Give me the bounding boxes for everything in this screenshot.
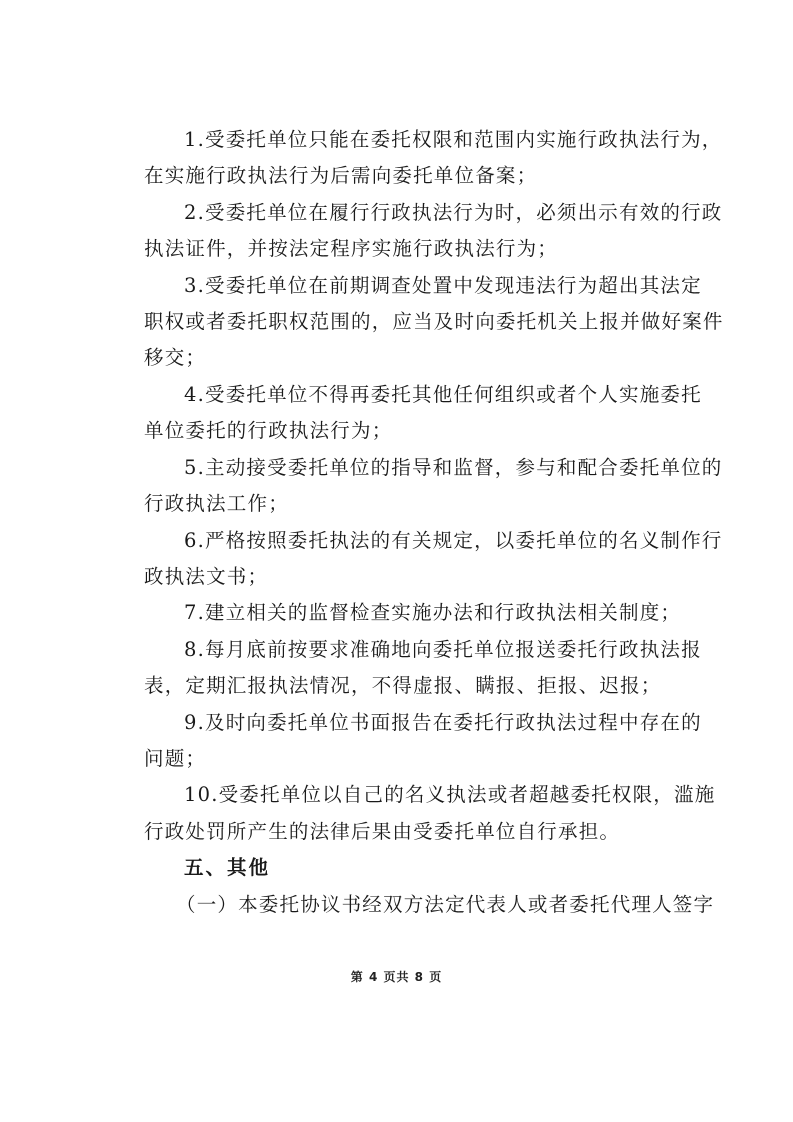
paragraph-line: 4.受委托单位不得再委托其他任何组织或者个人实施委托 (184, 383, 702, 406)
paragraph-line: 10.受委托单位以自己的名义执法或者超越委托权限，滥施 (184, 783, 716, 806)
paragraph-line: 问题； (144, 747, 207, 770)
paragraph-line: 3.受委托单位在前期调查处置中发现违法行为超出其法定 (184, 274, 702, 297)
paragraph-line: 6.严格按照委托执法的有关规定，以委托单位的名义制作行 (184, 529, 723, 552)
paragraph-line: 行政执法工作； (144, 492, 289, 515)
paragraph-line: 9.及时向委托单位书面报告在委托行政执法过程中存在的 (184, 711, 702, 734)
section-heading: 五、其他 (184, 856, 271, 879)
paragraph-line: 8.每月底前按要求准确地向委托单位报送委托行政执法报 (184, 638, 702, 661)
paragraph-line: 行政处罚所产生的法律后果由受委托单位自行承担。 (144, 820, 621, 843)
paragraph-line: 5.主动接受委托单位的指导和监督，参与和配合委托单位的 (184, 456, 723, 479)
paragraph-line: 执法证件，并按法定程序实施行政执法行为； (144, 237, 559, 260)
paragraph-line: 在实施行政执法行为后需向委托单位备案； (144, 164, 538, 187)
paragraph-line: 表，定期汇报执法情况，不得虚报、瞒报、拒报、迟报； (144, 674, 662, 697)
paragraph-line: 移交； (144, 346, 207, 369)
paragraph-line: 单位委托的行政执法行为； (144, 419, 393, 442)
page-number: 第 4 页共 8 页 (350, 970, 443, 984)
paragraph-line: 2.受委托单位在履行行政执法行为时，必须出示有效的行政 (184, 201, 723, 224)
paragraph-line: 7.建立相关的监督检查实施办法和行政执法相关制度； (184, 601, 682, 624)
paragraph-line: 政执法文书； (144, 565, 269, 588)
paragraph-line: 职权或者委托职权范围的，应当及时向委托机关上报并做好案件 (144, 310, 724, 333)
paragraph-line: 1.受委托单位只能在委托权限和范围内实施行政执法行为， (184, 128, 723, 151)
paragraph-line: （一）本委托协议书经双方法定代表人或者委托代理人签字 (176, 893, 715, 916)
